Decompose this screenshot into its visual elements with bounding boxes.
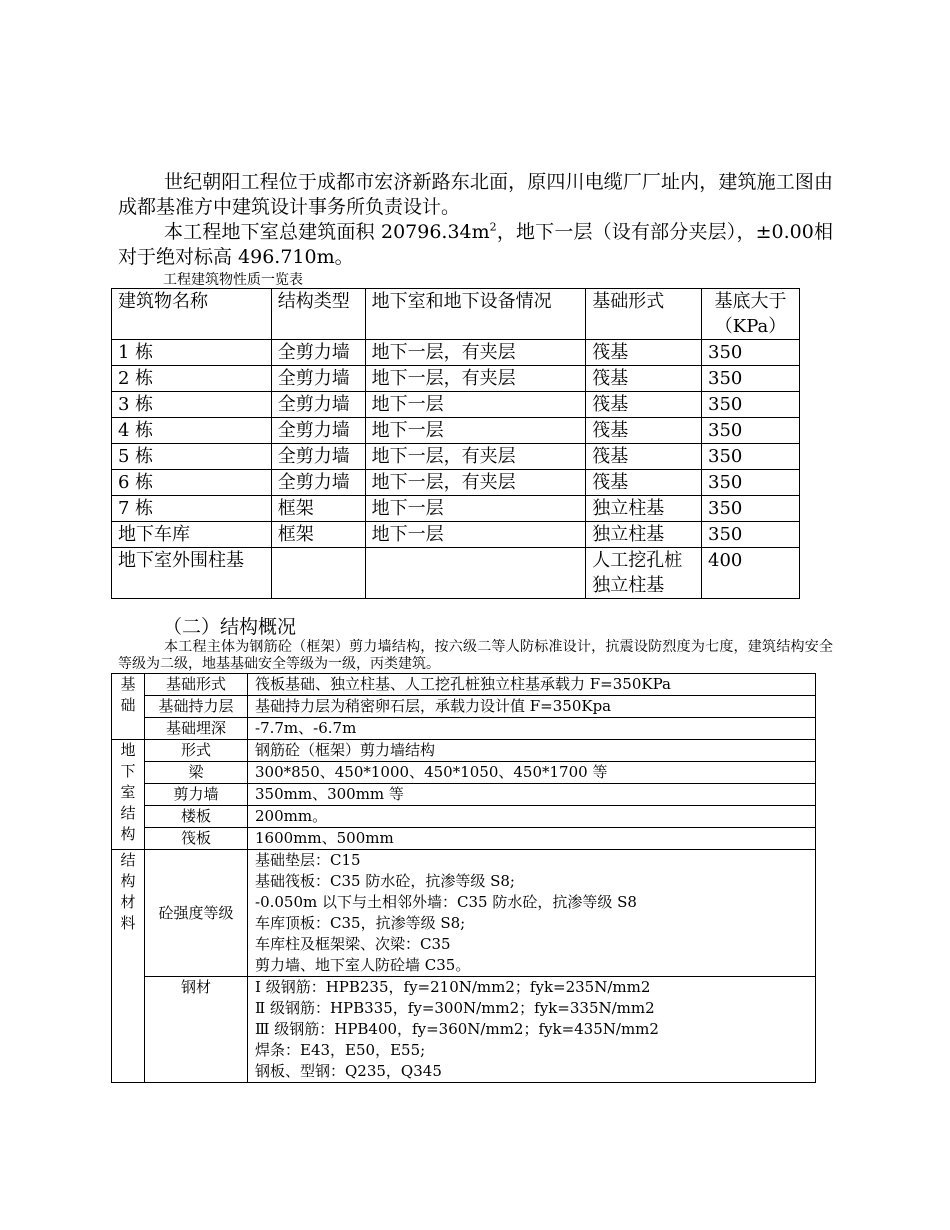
steel-value — [248, 977, 816, 1083]
cell-basement — [365, 548, 586, 599]
cell-foundation: 独立柱基 — [586, 522, 702, 548]
cell-building-name: 地下车库 — [112, 522, 272, 548]
cell-building-name: 1 栋 — [112, 340, 272, 366]
cell-foundation: 筏基 — [586, 392, 702, 418]
basement-group-label-char: 地 — [120, 741, 136, 759]
table-row — [112, 828, 816, 850]
steel-line: Ⅰ 级钢筋：HPB235，fy=210N/mm2；fyk=235N/mm2 — [255, 978, 651, 996]
concrete-value — [248, 850, 816, 977]
cell-building-name: 地下室外围柱基 — [112, 548, 272, 599]
table-row — [112, 522, 800, 548]
cell-structure-type: 全剪力墙 — [271, 444, 365, 470]
cell-bearing: 350 — [702, 418, 800, 444]
cell-structure-type: 全剪力墙 — [271, 392, 365, 418]
row-value: 300*850、450*1000、450*1050、450*1700 等 — [248, 762, 816, 784]
header-bearing — [702, 289, 800, 340]
table-row — [112, 548, 800, 599]
cell-foundation: 筏基 — [586, 366, 702, 392]
row-value: 基础持力层为稍密卵石层，承载力设计值 F=350Kpa — [248, 696, 816, 718]
cell-bearing: 350 — [702, 392, 800, 418]
concrete-line: 基础垫层：C15 — [255, 851, 361, 869]
cell-foundation: 筏基 — [586, 444, 702, 470]
row-value: 200mm。 — [248, 806, 816, 828]
foundation-line-2: 独立柱基 — [592, 575, 665, 596]
cell-building-name: 6 栋 — [112, 470, 272, 496]
material-group-label — [112, 850, 145, 1083]
table-row — [112, 784, 816, 806]
cell-basement: 地下一层 — [365, 522, 586, 548]
row-label: 基础形式 — [145, 674, 248, 696]
intro-paragraph-2 — [118, 220, 833, 270]
cell-basement: 地下一层，有夹层 — [365, 470, 586, 496]
steel-line: 钢板、型钢：Q235，Q345 — [255, 1062, 442, 1080]
table-row — [112, 696, 816, 718]
row-value: 筏板基础、独立柱基、人工挖孔桩独立柱基承载力 F=350KPa — [248, 674, 816, 696]
cell-building-name: 7 栋 — [112, 496, 272, 522]
cell-building-name: 3 栋 — [112, 392, 272, 418]
cell-bearing: 350 — [702, 470, 800, 496]
cell-foundation: 筏基 — [586, 470, 702, 496]
foundation-group-label-char: 基 — [120, 675, 136, 693]
header-basement: 地下室和地下设备情况 — [365, 289, 586, 340]
cell-basement: 地下一层，有夹层 — [365, 444, 586, 470]
header-foundation: 基础形式 — [586, 289, 702, 340]
foundation-line-1: 人工挖孔桩 — [592, 550, 683, 571]
cell-foundation: 独立柱基 — [586, 496, 702, 522]
table-row — [112, 340, 800, 366]
table-row — [112, 850, 816, 977]
table-row — [112, 366, 800, 392]
row-value: -7.7m、-6.7m — [248, 718, 816, 740]
row-label: 剪力墙 — [145, 784, 248, 806]
table-row — [112, 762, 816, 784]
table1-caption: 工程建筑物性质一览表 — [163, 272, 303, 288]
cell-building-name: 2 栋 — [112, 366, 272, 392]
steel-line: 焊条：E43，E50，E55; — [255, 1041, 426, 1059]
steel-line: Ⅱ 级钢筋：HPB335，fy=300N/mm2；fyk=335N/mm2 — [255, 999, 655, 1017]
cell-structure-type — [271, 548, 365, 599]
row-label: 梁 — [145, 762, 248, 784]
table-header-row — [112, 289, 800, 340]
cell-basement: 地下一层，有夹层 — [365, 340, 586, 366]
row-label: 筏板 — [145, 828, 248, 850]
table-row — [112, 470, 800, 496]
concrete-line: 剪力墙、地下室人防砼墙 C35。 — [255, 956, 471, 974]
table-row — [112, 674, 816, 696]
cell-building-name: 4 栋 — [112, 418, 272, 444]
steel-line: Ⅲ 级钢筋：HPB400，fy=360N/mm2；fyk=435N/mm2 — [255, 1020, 659, 1038]
cell-foundation — [586, 548, 702, 599]
table-row — [112, 392, 800, 418]
cell-structure-type: 全剪力墙 — [271, 418, 365, 444]
area-text: 本工程地下室总建筑面积 20796.34m — [164, 221, 490, 243]
basement-group-label-char: 构 — [120, 825, 136, 843]
basement-group-label-char: 结 — [120, 804, 136, 822]
row-value: 1600mm、500mm — [248, 828, 816, 850]
material-group-label-char: 料 — [120, 914, 136, 932]
row-label: 楼板 — [145, 806, 248, 828]
basement-group-label — [112, 740, 145, 850]
section2-paragraph: 本工程主体为钢筋砼（框架）剪力墙结构，按六级二等人防标准设计，抗震设防烈度为七度，建筑结构安全等级为二级，地基基础安全等级为一级，丙类建筑。 — [118, 639, 833, 672]
row-label: 基础持力层 — [145, 696, 248, 718]
steel-label: 钢材 — [145, 977, 248, 1083]
intro-paragraph-1: 世纪朝阳工程位于成都市宏济新路东北面，原四川电缆厂厂址内，建筑施工图由成都基准方中建筑设计事务所负责设计。 — [118, 171, 833, 218]
basement-group-label-char: 室 — [120, 783, 136, 801]
concrete-line: 车库顶板：C35，抗渗等级 S8; — [255, 914, 466, 932]
cell-basement: 地下一层 — [365, 496, 586, 522]
cell-structure-type: 全剪力墙 — [271, 340, 365, 366]
cell-foundation: 筏基 — [586, 340, 702, 366]
structure-overview-table — [111, 673, 816, 1083]
cell-bearing: 350 — [702, 340, 800, 366]
row-label: 形式 — [145, 740, 248, 762]
foundation-group-label — [112, 674, 145, 740]
cell-structure-type: 框架 — [271, 522, 365, 548]
table-row — [112, 718, 816, 740]
table-row — [112, 496, 800, 522]
cell-bearing: 350 — [702, 522, 800, 548]
foundation-group-label-char: 础 — [120, 696, 136, 714]
cell-bearing: 400 — [702, 548, 800, 599]
concrete-line: 车库柱及框架梁、次梁：C35 — [255, 935, 451, 953]
cell-structure-type: 全剪力墙 — [271, 366, 365, 392]
cell-structure-type: 框架 — [271, 496, 365, 522]
header-bearing-label: 基底大于 — [714, 291, 787, 312]
row-label: 基础埋深 — [145, 718, 248, 740]
section-heading: （二）结构概况 — [163, 616, 297, 638]
cell-basement: 地下一层 — [365, 418, 586, 444]
concrete-line: 基础筏板：C35 防水砼，抗渗等级 S8; — [255, 872, 515, 890]
cell-basement: 地下一层 — [365, 392, 586, 418]
header-building-name: 建筑物名称 — [112, 289, 272, 340]
material-group-label-char: 结 — [120, 851, 136, 869]
cell-basement: 地下一层，有夹层 — [365, 366, 586, 392]
table-row — [112, 418, 800, 444]
concrete-label: 砼强度等级 — [145, 850, 248, 977]
area-superscript: 2 — [489, 220, 497, 234]
table-row — [112, 740, 816, 762]
building-properties-table — [111, 288, 800, 599]
cell-bearing: 350 — [702, 366, 800, 392]
table-row — [112, 977, 816, 1083]
header-structure-type: 结构类型 — [271, 289, 365, 340]
cell-foundation: 筏基 — [586, 418, 702, 444]
table-row — [112, 806, 816, 828]
cell-bearing: 350 — [702, 496, 800, 522]
elevation-text: ，地下一层（设有部分夹层），±0.00相对于绝对标高 496.710m。 — [118, 221, 833, 268]
row-value: 350mm、300mm 等 — [248, 784, 816, 806]
cell-building-name: 5 栋 — [112, 444, 272, 470]
table-row — [112, 444, 800, 470]
cell-structure-type: 全剪力墙 — [271, 470, 365, 496]
header-bearing-unit: （KPa） — [714, 316, 787, 337]
material-group-label-char: 构 — [120, 872, 136, 890]
cell-bearing: 350 — [702, 444, 800, 470]
concrete-line: -0.050m 以下与土相邻外墙：C35 防水砼，抗渗等级 S8 — [255, 893, 637, 911]
basement-group-label-char: 下 — [120, 762, 136, 780]
row-value: 钢筋砼（框架）剪力墙结构 — [248, 740, 816, 762]
material-group-label-char: 材 — [120, 893, 136, 911]
